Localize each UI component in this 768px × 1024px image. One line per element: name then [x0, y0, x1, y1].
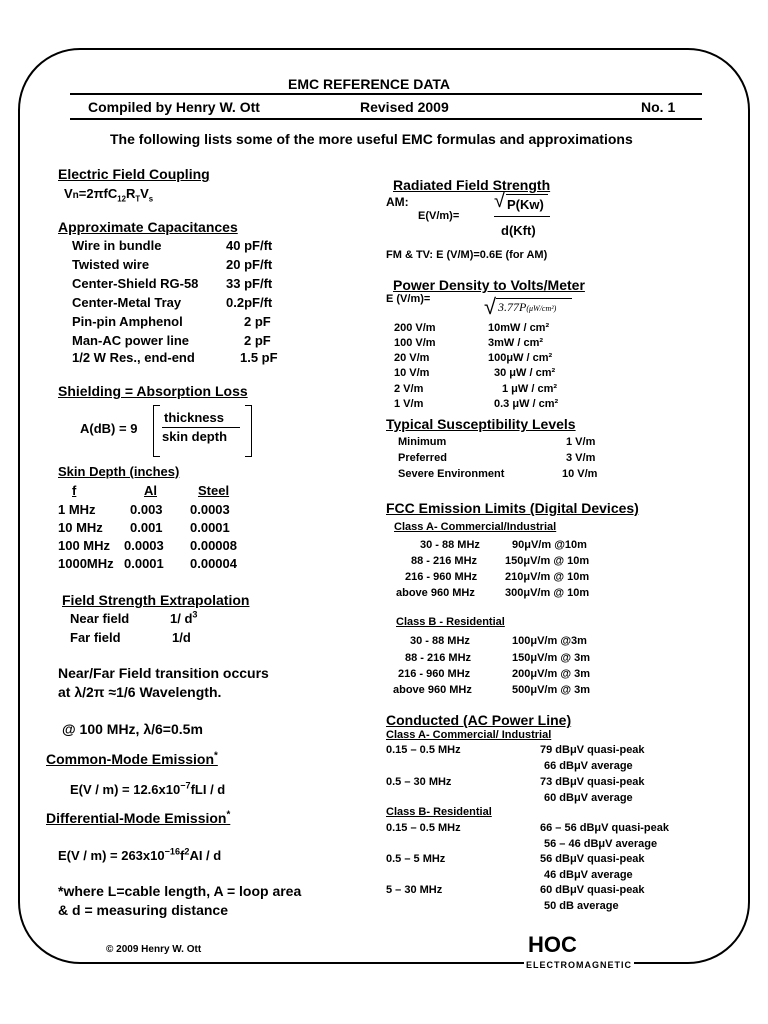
pd-power: 1 μW / cm²: [502, 383, 558, 395]
cap-label: 1/2 W Res., end-end: [72, 350, 195, 365]
fcc-freq: above 960 MHz: [396, 587, 475, 599]
radiated-numerator: P(Kw): [507, 197, 544, 212]
footnote-line1: *where L=cable length, A = loop area: [58, 883, 302, 899]
pd-volts: 2 V/m: [394, 383, 424, 395]
left-bracket: [153, 405, 160, 457]
fcc-heading: FCC Emission Limits (Digital Devices): [386, 500, 639, 516]
differential-mode-heading: Differential-Mode Emission*: [46, 809, 231, 826]
transition-example: @ 100 MHz, λ/6=0.5m: [62, 721, 203, 737]
fcc-limit: 90μV/m @10m: [512, 539, 587, 551]
conducted-freq: 5 – 30 MHz: [386, 884, 443, 896]
transition-line2: at λ/2π ≈1/6 Wavelength.: [58, 684, 222, 700]
pd-volts: 200 V/m: [394, 322, 436, 334]
susc-label: Severe Environment: [398, 468, 505, 480]
power-density-sqrt: 3.77P(μW/cm²): [498, 300, 557, 314]
common-mode-heading: Common-Mode Emission*: [46, 750, 218, 767]
fcc-freq: 216 - 960 MHz: [398, 668, 471, 680]
fcc-freq: above 960 MHz: [393, 684, 472, 696]
cap-label: Wire in bundle: [72, 238, 162, 253]
shielding-numerator: thickness: [164, 410, 224, 425]
susc-label: Minimum: [398, 436, 447, 448]
pd-volts: 20 V/m: [394, 352, 430, 364]
skin-cell: 0.00008: [190, 538, 237, 553]
extrapolation-heading: Field Strength Extrapolation: [62, 592, 250, 608]
hoc-logo-subtitle: ELECTROMAGNETIC: [526, 960, 632, 970]
footnote-line2: & d = measuring distance: [58, 902, 228, 918]
skin-cell: 0.0001: [190, 520, 230, 535]
pd-volts: 1 V/m: [394, 398, 424, 410]
pd-volts: 100 V/m: [394, 337, 436, 349]
sqrt-bar: [496, 298, 572, 299]
revised-date: Revised 2009: [360, 99, 449, 115]
right-bracket: [245, 405, 252, 457]
conducted-limit: 66 – 56 dBμV quasi-peak: [540, 822, 670, 834]
conducted-freq: 0.5 – 5 MHz: [386, 853, 446, 865]
copyright: © 2009 Henry W. Ott: [106, 944, 202, 955]
compiled-by: Compiled by Henry W. Ott: [88, 99, 260, 115]
conducted-limit: 60 dBμV quasi-peak: [540, 884, 645, 896]
pd-power: 100μW / cm²: [488, 352, 553, 364]
fcc-freq: 88 - 216 MHz: [411, 555, 478, 567]
sqrt-symbol: √: [484, 294, 497, 319]
skin-cell: 0.0001: [124, 556, 164, 571]
fcc-limit: 150μV/m @ 3m: [512, 652, 590, 664]
shielding-denominator: skin depth: [162, 429, 228, 444]
radiated-heading: Radiated Field Strength: [393, 177, 551, 193]
cap-value: 1.5 pF: [240, 350, 278, 365]
skin-col-al: Al: [144, 483, 157, 498]
sqrt-bar: [506, 194, 548, 195]
fcc-limit: 300μV/m @ 10m: [505, 587, 590, 599]
far-field-label: Far field: [70, 630, 121, 645]
skin-col-steel: Steel: [198, 483, 230, 498]
cap-value: 40 pF/ft: [226, 238, 273, 253]
cap-label: Twisted wire: [72, 257, 150, 272]
susc-value: 1 V/m: [566, 436, 596, 448]
conducted-limit: 73 dBμV quasi-peak: [540, 776, 645, 788]
fcc-class-b-label: Class B - Residential: [396, 616, 505, 628]
cap-value: 33 pF/ft: [226, 276, 273, 291]
radiated-fm: FM & TV: E (V/M)=0.6E (for AM): [386, 249, 548, 261]
skin-depth-heading: Skin Depth (inches): [58, 464, 180, 479]
conducted-class-a-label: Class A- Commercial/ Industrial: [386, 729, 552, 741]
fcc-limit: 500μV/m @ 3m: [512, 684, 590, 696]
fcc-freq: 30 - 88 MHz: [420, 539, 480, 551]
skin-cell: 0.0003: [190, 502, 230, 517]
page-title: EMC REFERENCE DATA: [288, 76, 451, 92]
pd-power: 3mW / cm²: [488, 337, 544, 349]
power-density-lhs: E (V/m)=: [386, 293, 431, 305]
fcc-limit: 210μV/m @ 10m: [505, 571, 590, 583]
pd-power: 0.3 μW / cm²: [494, 398, 559, 410]
fcc-limit: 200μV/m @ 3m: [512, 668, 590, 680]
header-rule-top: [70, 93, 702, 95]
sqrt-symbol: √: [494, 190, 505, 212]
cap-label: Center-Metal Tray: [72, 295, 182, 310]
fcc-limit: 100μV/m @3m: [512, 635, 587, 647]
conducted-limit: 60 dBμV average: [544, 792, 633, 804]
conducted-freq: 0.5 – 30 MHz: [386, 776, 452, 788]
conducted-limit: 79 dBμV quasi-peak: [540, 744, 645, 756]
skin-col-f: f: [72, 483, 77, 498]
skin-cell: 0.0003: [124, 538, 164, 553]
radiated-lhs: E(V/m)=: [418, 210, 460, 222]
susc-label: Preferred: [398, 452, 447, 464]
conducted-class-b-label: Class B- Residential: [386, 806, 492, 818]
transition-line1: Near/Far Field transition occurs: [58, 665, 269, 681]
sheet-number: No. 1: [641, 99, 676, 115]
near-field-label: Near field: [70, 611, 130, 626]
skin-cell: 0.003: [130, 502, 163, 517]
far-field-value: 1/d: [172, 630, 191, 645]
differential-mode-formula: $E(V / m) = 263x10^{-16}f^2AI / d$: [58, 846, 222, 863]
radiated-denominator: d(Kft): [501, 223, 536, 238]
cap-value: 2 pF: [244, 333, 271, 348]
pd-power: 10mW / cm²: [488, 322, 550, 334]
skin-cell: 0.00004: [190, 556, 237, 571]
susc-value: 3 V/m: [566, 452, 596, 464]
common-mode-formula: $E(V / m) = 12.6x10^{-7}fLI / d$: [70, 780, 226, 797]
skin-cell: 100 MHz: [58, 538, 111, 553]
hoc-logo: HOC: [528, 932, 577, 957]
cap-value: 20 pF/ft: [226, 257, 273, 272]
cap-label: Center-Shield RG-58: [72, 276, 199, 291]
cap-label: Pin-pin Amphenol: [72, 314, 183, 329]
intro-text: The following lists some of the more useful EMC formulas and approximations: [110, 131, 633, 147]
electric-field-heading: Electric Field Coupling: [58, 166, 210, 182]
skin-cell: 10 MHz: [58, 520, 103, 535]
header-rule-bottom: [70, 118, 702, 120]
conducted-limit: 46 dBμV average: [544, 869, 633, 881]
near-field-value: 1/ $d^3$: [170, 609, 198, 626]
fraction-line: [162, 427, 240, 428]
cap-value: 2 pF: [244, 314, 271, 329]
fcc-freq: 216 - 960 MHz: [405, 571, 478, 583]
skin-cell: 0.001: [130, 520, 163, 535]
radiated-am-label: AM:: [386, 195, 409, 209]
susceptibility-heading: Typical Susceptibility Levels: [386, 416, 576, 432]
capacitances-heading: Approximate Capacitances: [58, 219, 238, 235]
pd-power: 30 μW / cm²: [494, 367, 556, 379]
cap-value: 0.2pF/ft: [226, 295, 273, 310]
conducted-freq: 0.15 – 0.5 MHz: [386, 822, 461, 834]
skin-cell: 1 MHz: [58, 502, 96, 517]
fcc-freq: 88 - 216 MHz: [405, 652, 472, 664]
fraction-line: [494, 216, 550, 217]
fcc-freq: 30 - 88 MHz: [410, 635, 470, 647]
fcc-class-a-label: Class A- Commercial/Industrial: [394, 521, 557, 533]
power-density-heading: Power Density to Volts/Meter: [393, 277, 585, 293]
electric-field-formula: $Vn=2\pi fC_{12}R_TV_s$: [64, 186, 154, 204]
conducted-limit: 66 dBμV average: [544, 760, 633, 772]
susc-value: 10 V/m: [562, 468, 598, 480]
shielding-heading: Shielding = Absorption Loss: [58, 383, 248, 399]
shielding-lhs: A(dB) = 9: [80, 421, 138, 436]
cap-label: Man-AC power line: [72, 333, 190, 348]
conducted-limit: 56 – 46 dBμV average: [544, 838, 658, 850]
fcc-limit: 150μV/m @ 10m: [505, 555, 590, 567]
conducted-limit: 50 dB average: [544, 900, 619, 912]
skin-cell: 1000MHz: [58, 556, 114, 571]
pd-volts: 10 V/m: [394, 367, 430, 379]
conducted-limit: 56 dBμV quasi-peak: [540, 853, 645, 865]
conducted-freq: 0.15 – 0.5 MHz: [386, 744, 461, 756]
conducted-heading: Conducted (AC Power Line): [386, 712, 572, 728]
